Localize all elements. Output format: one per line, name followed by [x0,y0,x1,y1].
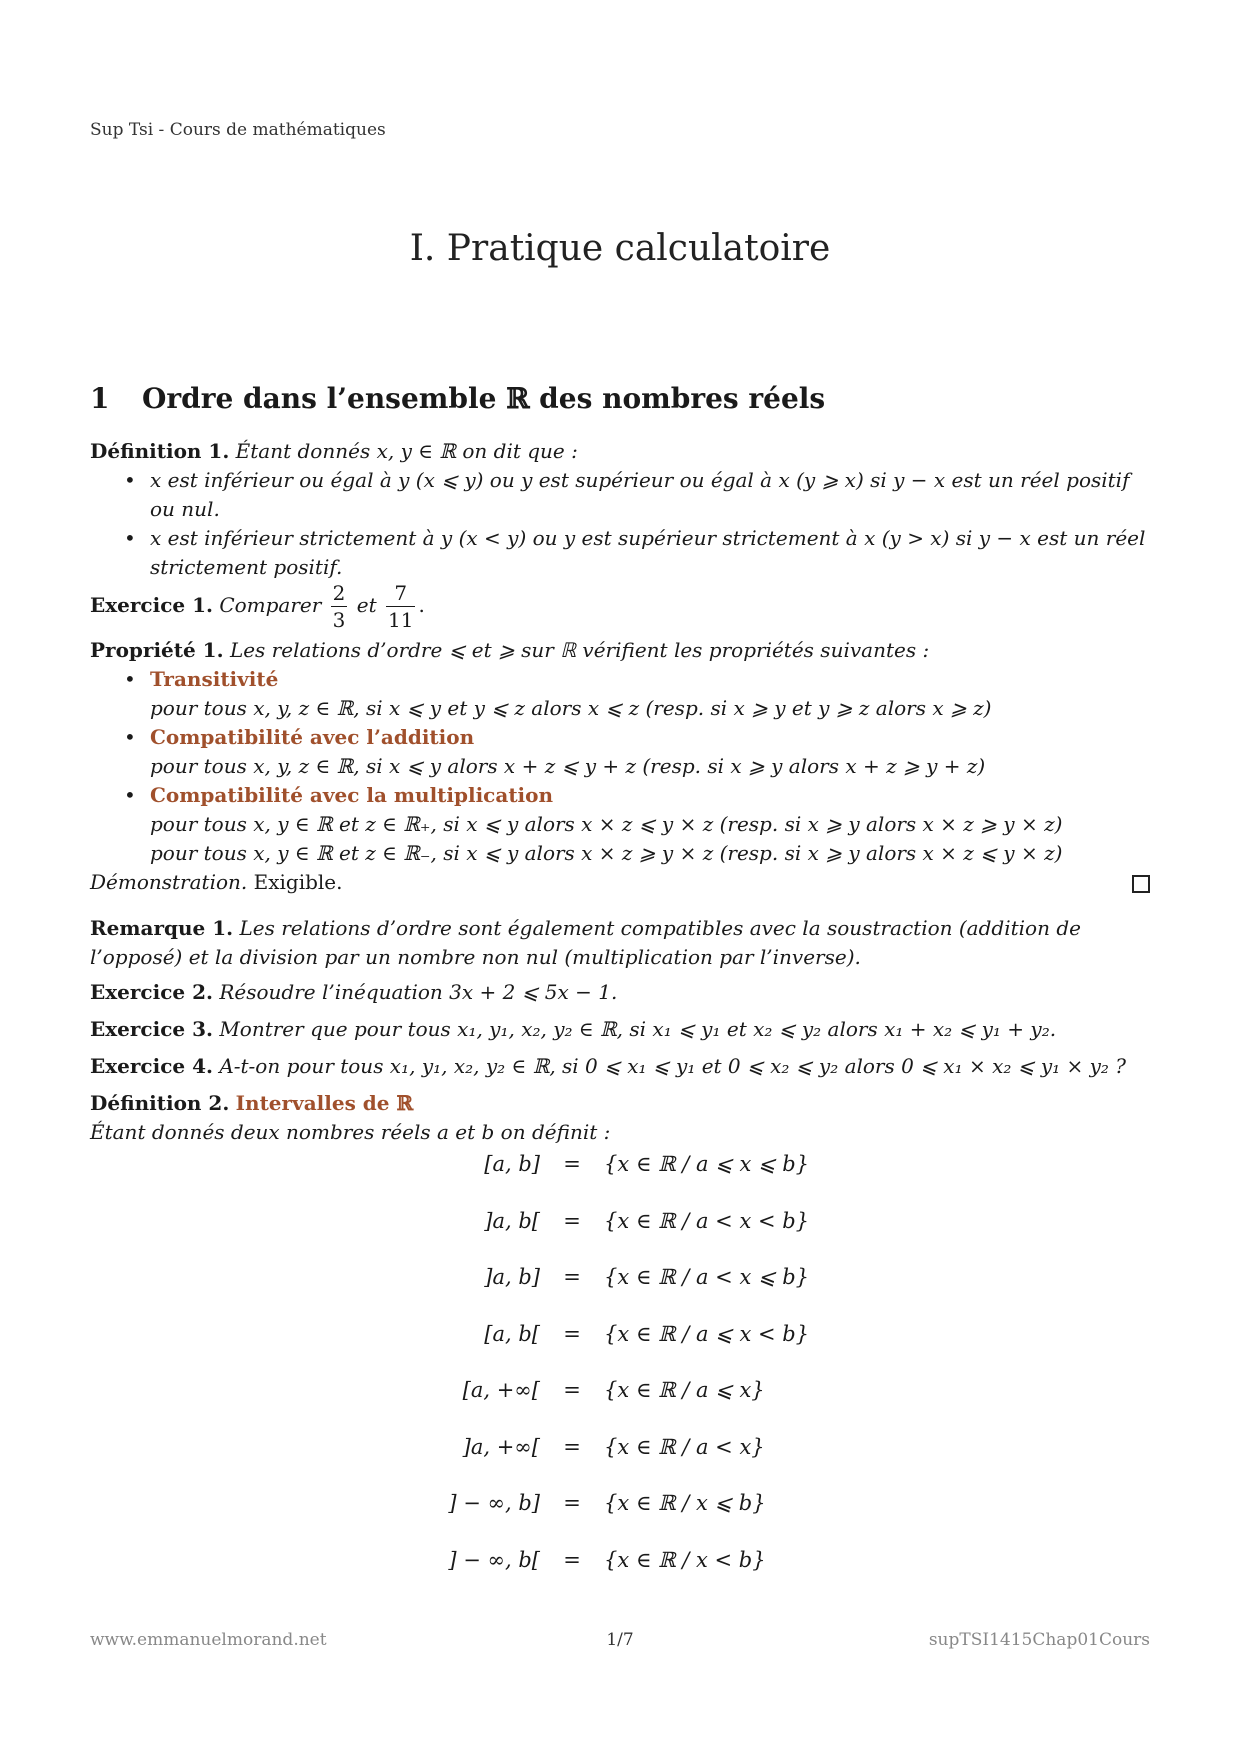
bullet-icon: • [124,667,136,691]
exercise-1: Exercice 1. Comparer $\frac{2}{3}$ et $\frac{7}{11}$ . [90,581,425,632]
definition-2 [90,1089,1154,1147]
bullet-icon: • [124,725,136,749]
remark-1: Remarque 1. Les relations d’ordre sont également compatibles avec la soustraction (addition de l’opposé) et la division par un nombre non nul (multiplication par l’inverse). [90,916,1081,969]
bullet-icon: • [124,468,136,492]
interval-row: [a, +∞[ = {x ∈ ℝ / a ⩽ x} [462,1378,765,1402]
interval-definitions [440,1152,960,1604]
footer-website-link[interactable]: www.emmanuelmorand.net [90,1630,327,1650]
demonstration: Démonstration. Exigible. [90,870,343,894]
property-1-label: Propriété 1. [90,638,224,662]
section-number: 1 [90,382,110,415]
list-item: • x est inférieur strictement à y (x < y) ou y est supérieur strictement à x (y > x) si y − x est un réel strictement positif. [124,526,1146,579]
definition-1-intro: Étant donnés x, y ∈ ℝ on dit que : [235,439,578,463]
demonstration-label: Démonstration. [90,870,248,894]
exercise-3: Exercice 3. Montrer que pour tous x₁, y₁, x₂, y₂ ∈ ℝ, si x₁ ⩽ y₁ et x₂ ⩽ y₂ alors x₁ + x₂ ⩽ y₁ + y₂. [90,1017,1057,1041]
definition-2-intro: Étant donnés deux nombres réels a et b on définit : [90,1120,611,1144]
list-item: • Compatibilité avec l’addition [90,723,1154,752]
exercise-4: Exercice 4. A-t-on pour tous x₁, y₁, x₂, y₂ ∈ ℝ, si 0 ⩽ x₁ ⩽ y₁ et 0 ⩽ x₂ ⩽ y₂ alors 0 ⩽ x₁ × x₂ ⩽ y₁ × y₂ ? [90,1054,1127,1078]
list-item: • Transitivité [90,665,1154,694]
page-number: 1/7 [606,1630,634,1650]
definition-1-label: Définition 1. [90,439,230,463]
running-header: Sup Tsi - Cours de mathématiques [90,120,386,140]
interval-row: ] − ∞, b[ = {x ∈ ℝ / x < b} [448,1547,766,1572]
section-heading [90,382,825,415]
property-1 [90,636,1154,868]
fraction-2-3: $\frac{2}{3}$ [332,581,346,632]
definition-2-label: Définition 2. [90,1091,230,1115]
exercise-2: Exercice 2. Résoudre l’inéquation 3x + 2 ⩽ 5x − 1. [90,980,618,1004]
list-item: • Compatibilité avec la multiplication [90,781,1154,810]
interval-row: ]a, b] = {x ∈ ℝ / a < x ⩽ b} [484,1265,810,1289]
interval-row: ]a, b[ = {x ∈ ℝ / a < x < b} [484,1208,810,1233]
bullet-icon: • [124,783,136,807]
remark-1-label: Remarque 1. [90,916,234,940]
page-title: I. Pratique calculatoire [409,228,831,269]
property-1-intro: Les relations d’ordre ⩽ et ⩾ sur ℝ vérifient les propriétés suivantes : [229,638,930,662]
interval-row: [a, b] = {x ∈ ℝ / a ⩽ x ⩽ b} [484,1152,810,1176]
exercise-1-label: Exercice 1. [90,593,213,617]
definition-2-title: Intervalles de ℝ [235,1091,414,1115]
interval-row: ]a, +∞[ = {x ∈ ℝ / a < x} [462,1434,765,1459]
footer-document-id: supTSI1415Chap01Cours [928,1630,1150,1650]
definition-1-list [90,466,1154,582]
definition-1 [90,437,1154,582]
qed-square-icon [1132,875,1150,893]
interval-row: ] − ∞, b] = {x ∈ ℝ / x ⩽ b} [448,1491,766,1515]
fraction-7-11: $\frac{7}{11}$ [388,581,414,632]
section-title: Ordre dans l’ensemble ℝ des nombres réels [142,382,826,415]
list-item: • x est inférieur ou égal à y (x ⩽ y) ou y est supérieur ou égal à x (y ⩾ x) si y − x est un réel positif ou nul. [124,468,1130,521]
property-1-list: • Transitivité pour tous x, y, z ∈ ℝ, si x ⩽ y et y ⩽ z alors x ⩽ z (resp. si x ⩾ y et y ⩾ z alors x ⩾ z) • Compatibilité avec l’addition pour tous x, y, z ∈ ℝ, si x ⩽ y alors x + z ⩽ y + z (resp. si x ⩾ y alors x + z ⩾ y + z) • Compatibilité avec la multiplication pour tous x, y ∈ ℝ et z ∈ ℝ₊, si x ⩽ y alors x × z ⩽ y × z (resp. si x ⩾ y alors x × z ⩾ y × z) pour tous x, y ∈ ℝ et z ∈ ℝ₋, si x ⩽ y alors x × z ⩾ y × z (resp. si x ⩾ y alors x × z ⩽ y × z) [90,665,1154,868]
bullet-icon: • [124,526,136,550]
interval-row: [a, b[ = {x ∈ ℝ / a ⩽ x < b} [484,1321,810,1346]
